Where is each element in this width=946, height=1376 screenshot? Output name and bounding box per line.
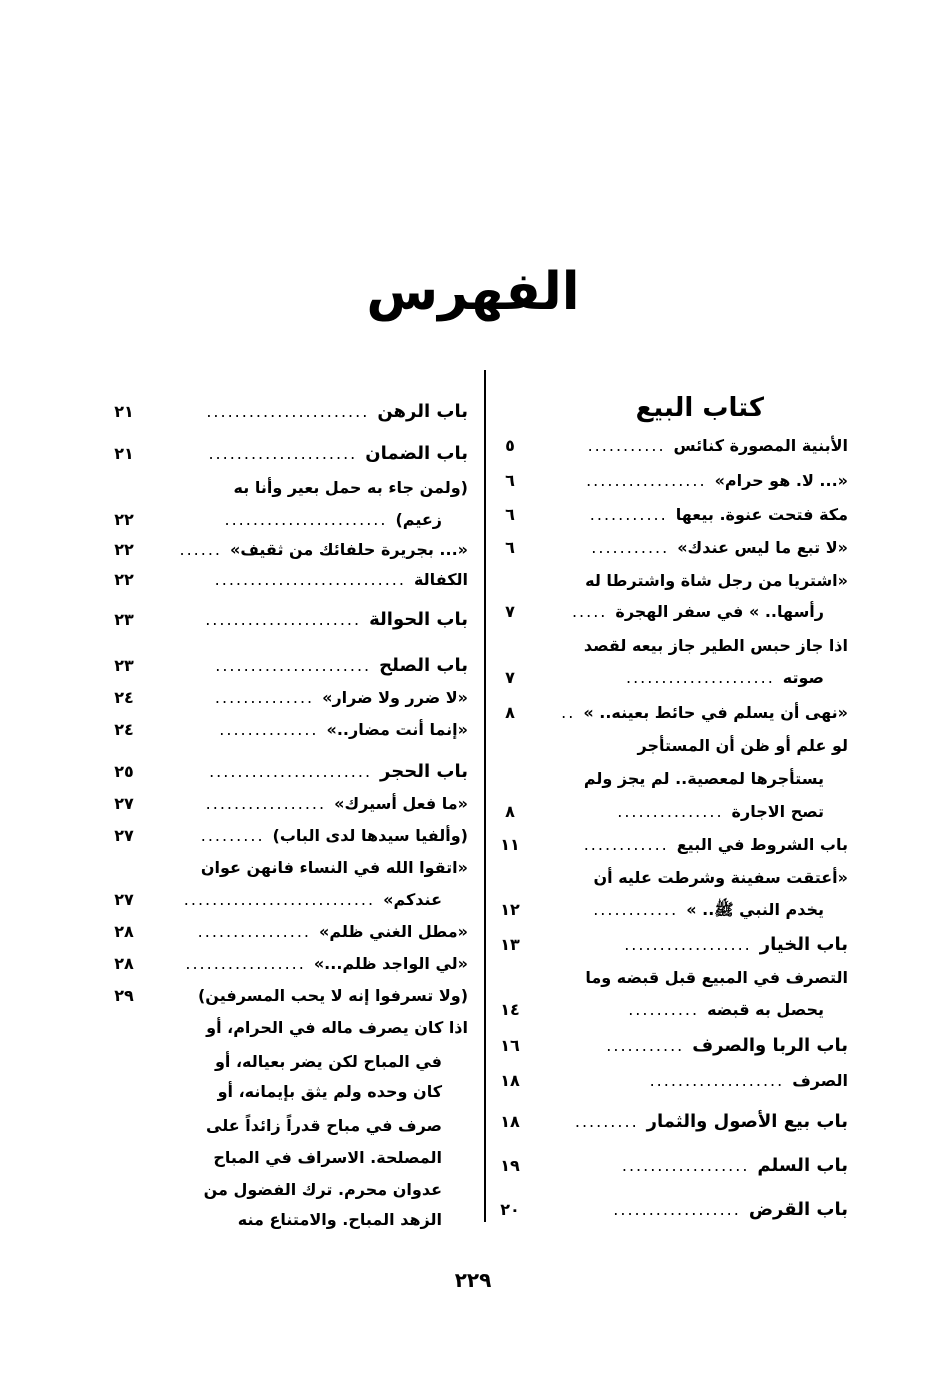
index-row xyxy=(108,1144,478,1172)
leader-dots: ........................... xyxy=(183,890,376,909)
index-entry xyxy=(638,732,848,760)
entry-title: يستأجرها لمعصية.. لم يجز ولم xyxy=(583,769,824,788)
index-row xyxy=(108,440,478,468)
page-ref: ٨ xyxy=(505,802,515,821)
index-row xyxy=(490,931,860,959)
entry-title: في المباح لكن يضر بعياله، أو xyxy=(214,1052,442,1071)
leader-dots: .................. xyxy=(613,1200,741,1219)
page-ref: ١٣ xyxy=(500,935,520,954)
leader-dots: ........................... xyxy=(214,570,406,589)
index-row xyxy=(490,1108,860,1136)
index-entry xyxy=(206,1014,468,1042)
index-row xyxy=(490,1067,860,1095)
page-ref: ٦ xyxy=(505,471,515,490)
index-entry xyxy=(590,501,848,529)
page-ref: ٧ xyxy=(505,602,515,621)
index-row xyxy=(108,950,478,978)
index-row xyxy=(108,506,478,534)
index-entry xyxy=(585,567,848,595)
index-entry xyxy=(234,474,468,502)
entry-title: يخدم النبي ﷺ.. » xyxy=(686,900,824,919)
index-entry xyxy=(224,506,442,534)
entry-title: «مطل الغني ظلم» xyxy=(319,922,468,941)
index-row xyxy=(108,758,478,786)
leader-dots: ......... xyxy=(574,1112,639,1131)
leader-dots: ....................... xyxy=(224,510,388,529)
index-entry xyxy=(201,822,468,850)
leader-dots: ........... xyxy=(606,1036,685,1055)
index-row xyxy=(490,864,860,892)
page-ref: ٢١ xyxy=(114,402,134,421)
index-entry xyxy=(185,950,468,978)
entry-title: (ولمن جاء به حمل بعير وأنا به xyxy=(233,478,468,497)
index-entry xyxy=(606,1032,848,1060)
entry-title: (ولا تسرفوا إنه لا يحب المسرفين) xyxy=(197,986,468,1005)
leader-dots: ................. xyxy=(205,794,327,813)
entry-title: «إنما أنت مضار..» xyxy=(326,720,468,739)
leader-dots: ....................... xyxy=(206,402,370,421)
leader-dots: ................ xyxy=(197,922,312,941)
page-ref: ١٤ xyxy=(500,1000,520,1019)
index-row xyxy=(108,684,478,712)
page-number: ٢٢٩ xyxy=(454,1268,492,1292)
index-row xyxy=(108,1112,478,1140)
entry-title: باب الشروط في البيع xyxy=(676,835,848,854)
index-entry xyxy=(591,534,848,562)
entry-title: «اتقوا الله في النساء فانهن عوان xyxy=(200,858,468,877)
leader-dots: .............. xyxy=(214,688,315,707)
index-row xyxy=(490,534,860,562)
leader-dots: ...................... xyxy=(205,610,362,629)
index-entry xyxy=(617,798,824,826)
leader-dots: .. xyxy=(561,703,576,722)
index-row xyxy=(490,1196,860,1224)
index-entry xyxy=(209,758,468,786)
index-row xyxy=(108,1176,478,1204)
page-ref: ٢٠ xyxy=(500,1200,520,1219)
index-entry xyxy=(205,606,468,634)
index-entry xyxy=(184,886,442,914)
index-entry xyxy=(215,1048,442,1076)
index-entry xyxy=(585,964,848,992)
index-entry xyxy=(213,1144,442,1172)
chapter-title: باب الرهن xyxy=(377,401,468,422)
chapter-title: باب الحوالة xyxy=(369,609,468,630)
index-entry xyxy=(575,1108,848,1136)
index-row xyxy=(490,1032,860,1060)
index-row xyxy=(108,566,478,594)
leader-dots: ...... xyxy=(179,540,222,559)
entry-title: مكة فتحت عنوة. بيعها xyxy=(675,505,848,524)
leader-dots: ......... xyxy=(200,826,265,845)
index-row xyxy=(490,632,860,660)
leader-dots: ................... xyxy=(649,1071,785,1090)
entry-title: المصلحة. الاسراف في المباح xyxy=(213,1148,442,1167)
index-entry xyxy=(179,536,468,564)
index-row xyxy=(490,598,860,626)
page-ref: ٢٥ xyxy=(114,762,134,781)
page-ref: ١٨ xyxy=(500,1112,520,1131)
index-entry xyxy=(561,699,848,727)
page-ref: ٨ xyxy=(505,703,515,722)
chapter-title: باب الخيار xyxy=(759,934,848,955)
leader-dots: ............... xyxy=(617,802,724,821)
index-row xyxy=(108,1206,478,1234)
entry-title: كان وحده ولم يثق بإيمانه، أو xyxy=(217,1082,442,1101)
index-row xyxy=(490,732,860,760)
chapter-title: باب السلم xyxy=(757,1155,848,1176)
leader-dots: ............ xyxy=(583,835,669,854)
chapter-title: باب القرض xyxy=(748,1199,848,1220)
index-entry xyxy=(588,432,848,460)
index-row xyxy=(490,501,860,529)
index-entry xyxy=(650,1067,848,1095)
chapter-title: باب الضمان xyxy=(365,443,468,464)
entry-title: الصرف xyxy=(792,1071,848,1090)
page-ref: ٢٣ xyxy=(114,610,134,629)
page-ref: ١٩ xyxy=(500,1156,520,1175)
index-row xyxy=(490,996,860,1024)
entry-title: التصرف في المبيع قبل قبضه وما xyxy=(585,968,848,987)
section-heading xyxy=(636,394,764,422)
page-ref: ١٨ xyxy=(500,1071,520,1090)
entry-title: اذا جاز حبس الطير جاز بيعه لقصد xyxy=(583,636,848,655)
page-ref: ١٢ xyxy=(500,900,520,919)
page-ref: ٢١ xyxy=(114,444,134,463)
index-entry xyxy=(626,664,824,692)
index-row xyxy=(108,652,478,680)
index-row xyxy=(108,822,478,850)
entry-title: الكفالة xyxy=(413,570,468,589)
page-ref: ٢٢ xyxy=(114,540,134,559)
index-entry xyxy=(613,1196,848,1224)
index-entry xyxy=(201,854,468,882)
index-entry xyxy=(198,918,468,946)
page-ref: ٢٤ xyxy=(114,720,134,739)
index-row xyxy=(490,964,860,992)
index-entry xyxy=(204,1176,442,1204)
entry-title: «اشتريا من رجل شاة واشترطا له xyxy=(585,571,848,590)
index-entry xyxy=(206,790,468,818)
entry-title: يحصل به قبضه xyxy=(707,1000,824,1019)
chapter-title: باب الصلح xyxy=(379,655,468,676)
entry-title: «أعتقت سفينة وشرطت عليه أن xyxy=(593,868,848,887)
index-row xyxy=(108,398,478,426)
page-ref: ٢٤ xyxy=(114,688,134,707)
index-entry xyxy=(586,467,848,495)
index-row xyxy=(108,918,478,946)
entry-title: «لا ضرر ولا ضرار» xyxy=(322,688,468,707)
index-entry xyxy=(215,684,468,712)
index-entry xyxy=(593,864,848,892)
index-entry xyxy=(215,652,468,680)
index-entry xyxy=(208,440,468,468)
index-row xyxy=(490,831,860,859)
index-entry xyxy=(622,1152,848,1180)
index-entry xyxy=(206,1112,442,1140)
leader-dots: .............. xyxy=(219,720,319,739)
page-ref: ٦ xyxy=(505,538,515,557)
page-ref: ٢٣ xyxy=(114,656,134,675)
page-ref: ٢٧ xyxy=(114,794,134,813)
index-row xyxy=(108,1048,478,1076)
leader-dots: ........... xyxy=(591,538,670,557)
entry-title: صرف في مباح قدراً زائداً على xyxy=(206,1116,442,1135)
entry-title: تصح الاجارة xyxy=(731,802,824,821)
entry-title: اذا كان يصرف ماله في الحرام، أو xyxy=(206,1018,468,1037)
entry-title: رأسها.. » في سفر الهجرة xyxy=(615,602,824,621)
entry-title: «... لا. هو حرام» xyxy=(714,471,848,490)
entry-title: «لا تبع ما ليس عندك» xyxy=(677,538,848,557)
chapter-title: باب الحجر xyxy=(380,761,468,782)
index-row xyxy=(108,606,478,634)
section-heading-text: كتاب البيع xyxy=(635,393,764,423)
page-ref: ٢٧ xyxy=(114,890,134,909)
page-ref: ٢٧ xyxy=(114,826,134,845)
page-ref: ١١ xyxy=(500,835,520,854)
leader-dots: ........... xyxy=(587,436,666,455)
page-ref: ٢٢ xyxy=(114,570,134,589)
index-entry xyxy=(206,398,468,426)
leader-dots: ...................... xyxy=(215,656,372,675)
index-row xyxy=(490,798,860,826)
leader-dots: .................. xyxy=(624,935,752,954)
index-entry xyxy=(593,896,824,924)
page-ref: ٧ xyxy=(505,668,515,687)
index-row xyxy=(108,474,478,502)
entry-title: «نهى أن يسلم في حائط بعينه.. » xyxy=(583,703,848,722)
entry-title: «... بجريرة حلفائك من ثقيف» xyxy=(230,540,468,559)
leader-dots: .................. xyxy=(621,1156,750,1175)
index-entry xyxy=(624,931,848,959)
entry-title: لو علم أو ظن أن المستأجر xyxy=(637,736,848,755)
entry-title: «لي الواجد ظلم...» xyxy=(313,954,468,973)
index-row xyxy=(490,664,860,692)
entry-title: «ما فعل أسيرك» xyxy=(334,794,468,813)
index-row xyxy=(490,896,860,924)
page-ref: ٥ xyxy=(505,436,515,455)
index-row xyxy=(108,854,478,882)
index-row xyxy=(490,432,860,460)
index-entry xyxy=(584,765,824,793)
leader-dots: ....................... xyxy=(209,762,373,781)
index-row xyxy=(490,467,860,495)
page-ref: ٢٩ xyxy=(114,986,134,1005)
index-row xyxy=(108,1078,478,1106)
index-entry xyxy=(572,598,824,626)
index-row xyxy=(108,536,478,564)
chapter-title: باب بيع الأصول والثمار xyxy=(646,1111,848,1132)
leader-dots: ................. xyxy=(586,471,707,490)
entry-title: الزهد المباح. والامتناع منه xyxy=(237,1210,442,1229)
leader-dots: ................. xyxy=(185,954,306,973)
page-ref: ١٦ xyxy=(500,1036,520,1055)
entry-title: عدوان محرم. ترك الفضول من xyxy=(203,1180,442,1199)
page-ref: ٢٨ xyxy=(114,922,134,941)
leader-dots: ..... xyxy=(571,602,608,621)
index-row xyxy=(490,567,860,595)
page-ref: ٢٢ xyxy=(114,510,134,529)
index-row xyxy=(490,699,860,727)
leader-dots: ........... xyxy=(589,505,668,524)
index-entry xyxy=(198,982,468,1010)
index-row xyxy=(108,790,478,818)
column-divider xyxy=(484,370,486,1222)
entry-title: (وألفيا سيدها لدى الباب) xyxy=(272,826,468,845)
index-row xyxy=(490,765,860,793)
index-entry xyxy=(584,632,848,660)
entry-title: الأبنية المصورة كنائس xyxy=(673,436,848,455)
leader-dots: .......... xyxy=(628,1000,700,1019)
index-row xyxy=(108,886,478,914)
entry-title: عندكم» xyxy=(383,890,442,909)
page-title: الفهرس xyxy=(366,262,580,322)
page-ref: ٢٨ xyxy=(114,954,134,973)
index-row xyxy=(108,982,478,1010)
leader-dots: ..................... xyxy=(625,668,775,687)
index-row xyxy=(108,1014,478,1042)
index-entry xyxy=(215,566,468,594)
index-entry xyxy=(219,716,468,744)
index-row xyxy=(108,716,478,744)
leader-dots: ..................... xyxy=(208,444,358,463)
index-row xyxy=(490,1152,860,1180)
index-entry xyxy=(628,996,824,1024)
entry-title: زعيم) xyxy=(395,510,442,529)
section-heading-row xyxy=(490,394,860,422)
index-entry xyxy=(584,831,848,859)
leader-dots: ............ xyxy=(593,900,679,919)
index-entry xyxy=(218,1078,442,1106)
index-entry xyxy=(238,1206,442,1234)
entry-title: صوته xyxy=(782,668,824,687)
page-ref: ٦ xyxy=(505,505,515,524)
chapter-title: باب الربا والصرف xyxy=(692,1035,848,1056)
